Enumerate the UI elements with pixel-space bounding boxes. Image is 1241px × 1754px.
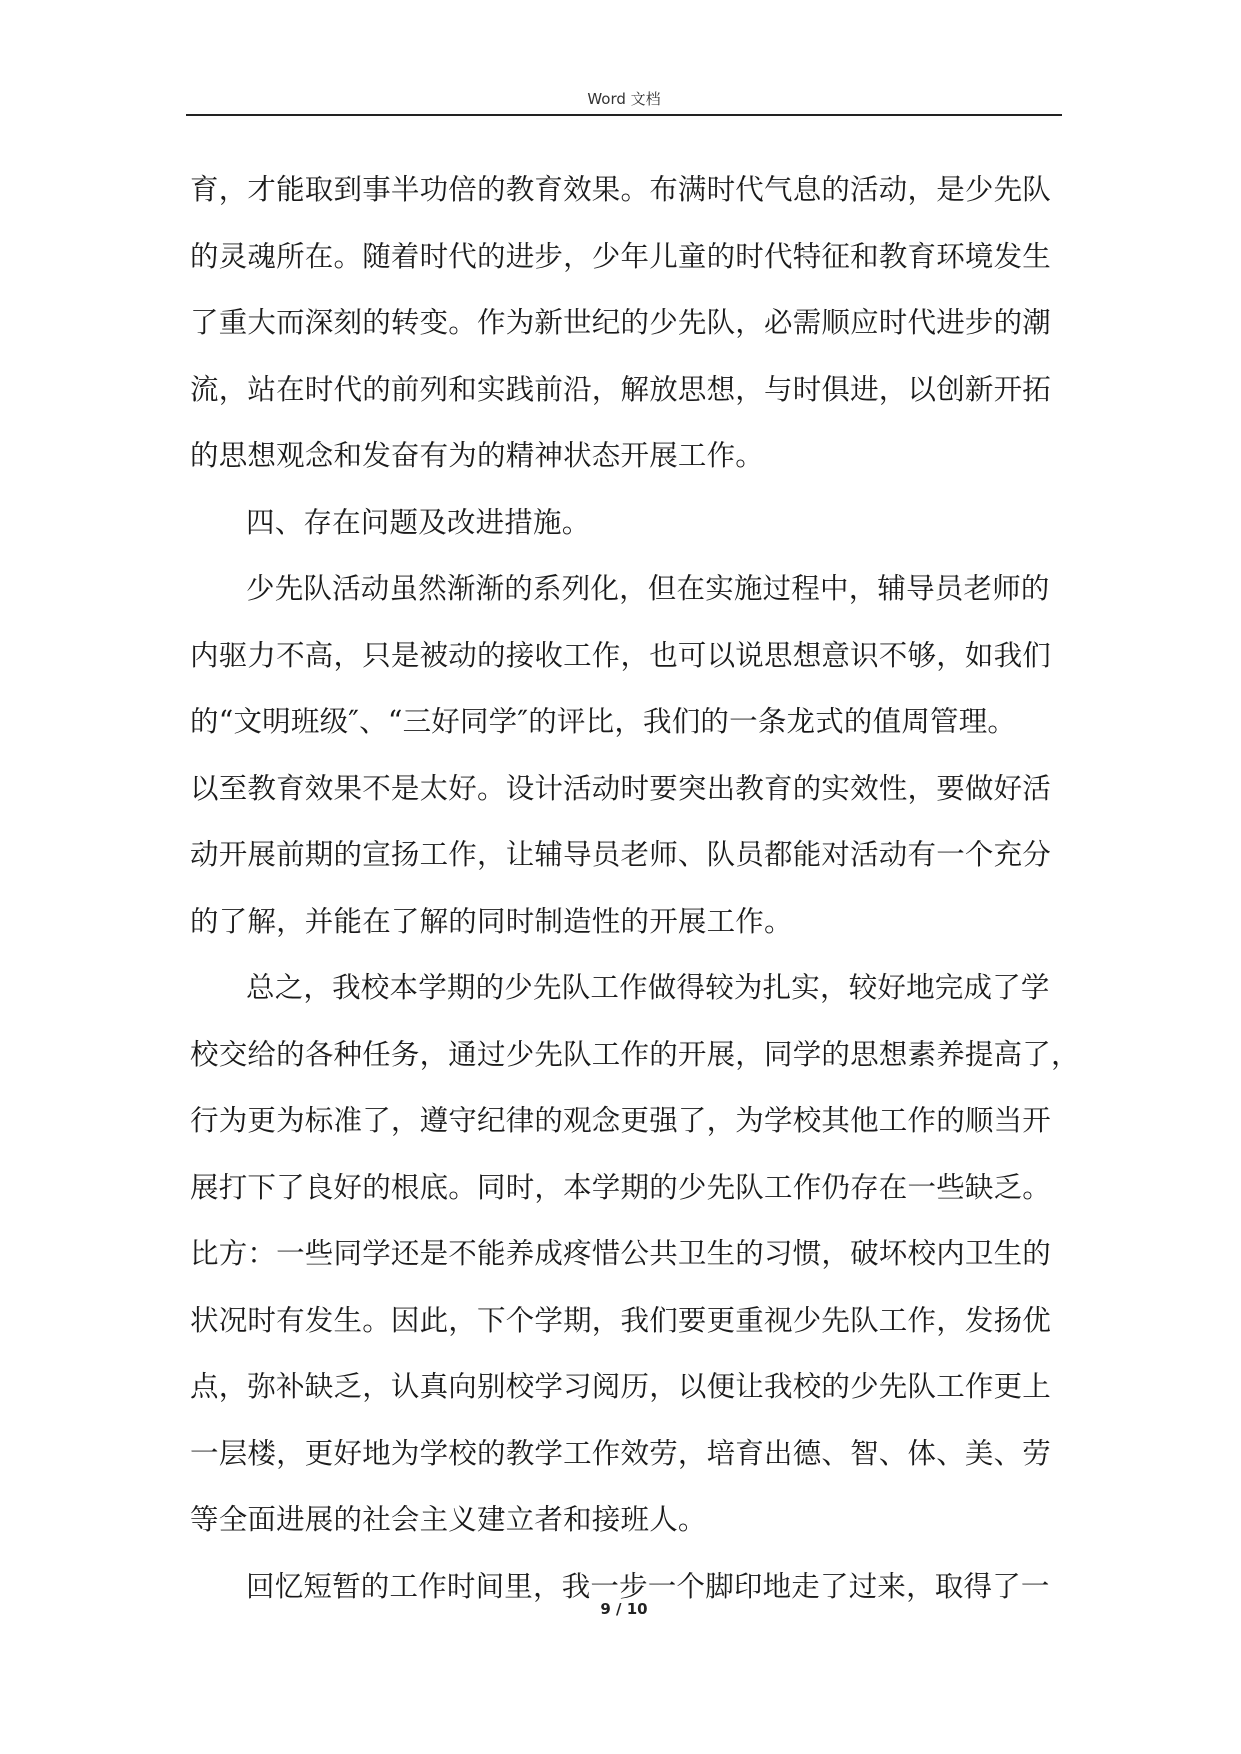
body-line: 动开展前期的宣扬工作，让辅导员老师、队员都能对活动有一个充分	[190, 838, 1052, 871]
body-line: 校交给的各种任务，通过少先队工作的开展，同学的思想素养提高了，	[190, 1037, 1080, 1071]
body-line: 的“文明班级″、“三好同学″的评比，我们的一条龙式的值周管理。	[190, 705, 1017, 738]
body-line: 回忆短暂的工作时间里，我一步一个脚印地走了过来，取得了一	[246, 1569, 1050, 1603]
header-divider	[186, 114, 1062, 116]
body-line: 内驱力不高，只是被动的接收工作，也可以说思想意识不够，如我们	[190, 638, 1052, 672]
body-line: 育，才能取到事半功倍的教育效果。布满时代气息的活动，是少先队	[190, 173, 1052, 206]
body-line: 等全面进展的社会主义建立者和接班人。	[190, 1503, 707, 1536]
body-line: 流，站在时代的前列和实践前沿，解放思想，与时俱进，以创新开拓	[190, 372, 1052, 406]
document-body	[190, 157, 1080, 1620]
body-line: 一层楼，更好地为学校的教学工作效劳，培育出德、智、体、美、劳	[190, 1436, 1052, 1470]
body-line: 点，弥补缺乏，认真向别校学习阅历，以便让我校的少先队工作更上	[190, 1370, 1052, 1403]
body-line: 总之，我校本学期的少先队工作做得较为扎实，较好地完成了学	[246, 971, 1050, 1004]
body-line: 状况时有发生。因此，下个学期，我们要更重视少先队工作，发扬优	[190, 1303, 1052, 1337]
body-line: 比方：一些同学还是不能养成疼惜公共卫生的习惯，破坏校内卫生的	[190, 1237, 1052, 1270]
body-line: 的了解，并能在了解的同时制造性的开展工作。	[190, 904, 793, 938]
body-line: 行为更为标准了，遵守纪律的观念更强了，为学校其他工作的顺当开	[190, 1104, 1052, 1137]
body-line: 四、存在问题及改进措施。	[246, 505, 591, 539]
body-line: 以至教育效果不是太好。设计活动时要突出教育的实效性，要做好活	[190, 771, 1052, 805]
page-header: Word 文档	[587, 90, 661, 108]
body-line: 了重大而深刻的转变。作为新世纪的少先队，必需顺应时代进步的潮	[190, 306, 1052, 339]
page-number: 9 / 10	[600, 1600, 648, 1618]
body-line: 展打下了良好的根底。同时，本学期的少先队工作仍存在一些缺乏。	[190, 1170, 1052, 1204]
body-line: 的思想观念和发奋有为的精神状态开展工作。	[190, 439, 765, 472]
body-line: 少先队活动虽然渐渐的系列化，但在实施过程中，辅导员老师的	[246, 572, 1050, 605]
body-line: 的灵魂所在。随着时代的进步，少年儿童的时代特征和教育环境发生	[190, 239, 1052, 273]
